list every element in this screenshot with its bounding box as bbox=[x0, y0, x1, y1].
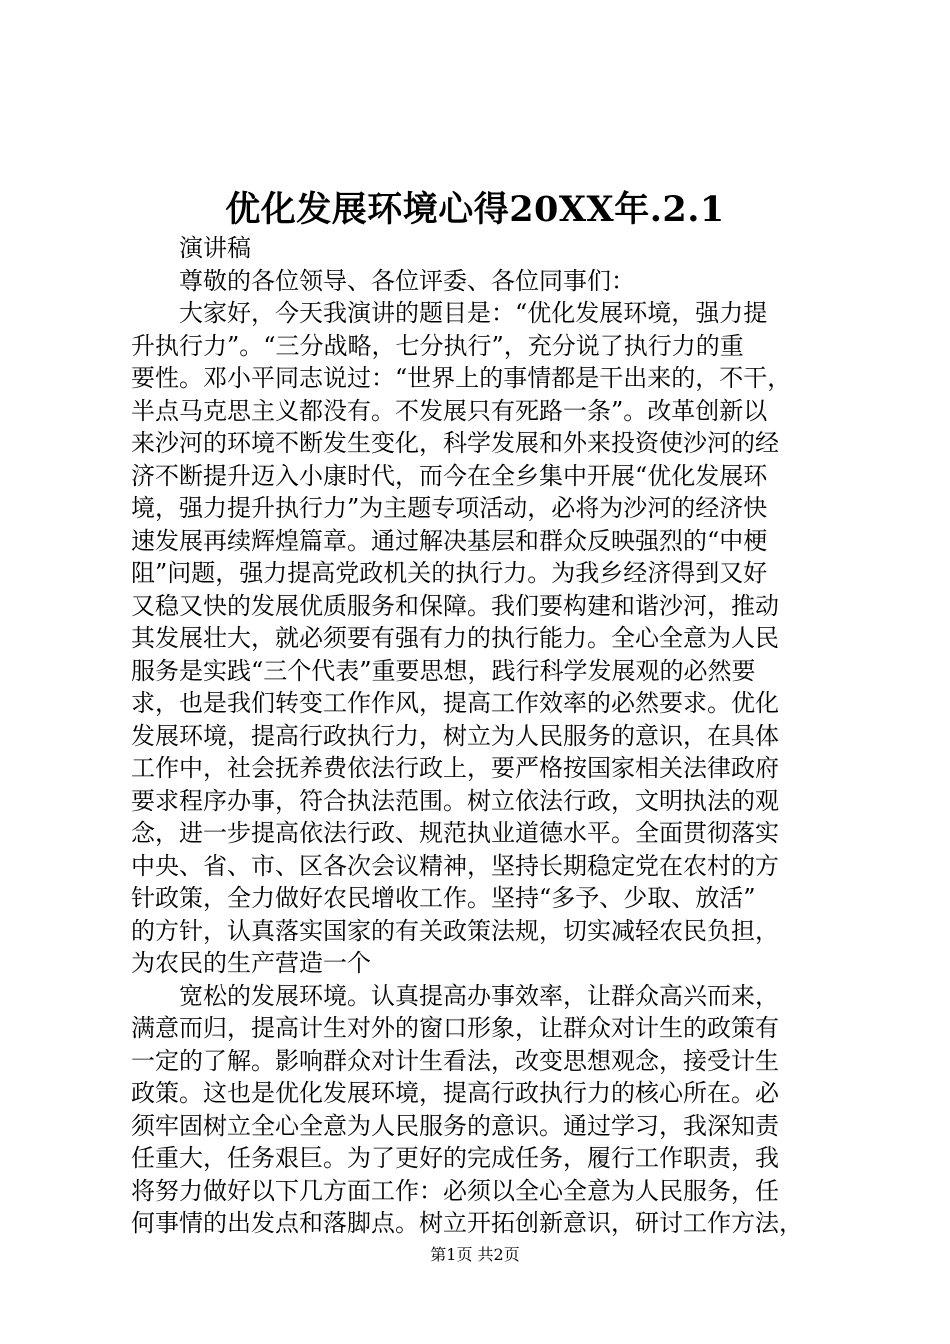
page-footer: 第1页 共2页 bbox=[430, 1245, 520, 1264]
text-line: 尊敬的各位领导、各位评委、各位同事们： bbox=[179, 266, 635, 295]
document-body bbox=[131, 232, 831, 1240]
text-line: 将努力做好以下几方面工作：必须以全心全意为人民服务，任 bbox=[131, 1176, 779, 1205]
text-line: 满意而归，提高计生对外的窗口形象，让群众对计生的政策有 bbox=[131, 1014, 779, 1042]
text-line: 念，进一步提高依法行政、规范执业道德水平。全面贯彻落实 bbox=[131, 819, 779, 847]
text-line: 来沙河的环境不断发生变化，科学发展和外来投资使沙河的经 bbox=[131, 429, 779, 457]
text-line: 服务是实践“三个代表”重要思想，践行科学发展观的必然要 bbox=[131, 656, 756, 685]
text-line: 要求程序办事，符合执法范围。树立依法行政，文明执法的观 bbox=[131, 786, 779, 815]
text-line: 中央、省、市、区各次会议精神，坚持长期稳定党在农村的方 bbox=[131, 851, 779, 880]
text-line: 速发展再续辉煌篇章。通过解决基层和群众反映强烈的“中梗 bbox=[131, 526, 768, 555]
text-line: 的方针，认真落实国家的有关政策法规，切实减轻农民负担， bbox=[131, 916, 779, 945]
text-line: 半点马克思主义都没有。不发展只有死路一条”。改革创新以 bbox=[131, 396, 768, 425]
text-line: 求，也是我们转变工作作风，提高工作效率的必然要求。优化 bbox=[131, 689, 779, 717]
text-line: 大家好，今天我演讲的题目是：“优化发展环境，强力提 bbox=[179, 299, 768, 327]
text-line: 阻”问题，强力提高党政机关的执行力。为我乡经济得到又好 bbox=[131, 559, 768, 587]
text-line: 济不断提升迈入小康时代，而今在全乡集中开展“优化发展环 bbox=[131, 461, 768, 490]
text-line: 其发展壮大，就必须要有强有力的执行能力。全心全意为人民 bbox=[131, 624, 779, 652]
text-line: 要性。邓小平同志说过：“世界上的事情都是干出来的，不干， bbox=[131, 364, 792, 392]
text-line: 又稳又快的发展优质服务和保障。我们要构建和谐沙河，推动 bbox=[131, 591, 779, 620]
text-line: 任重大，任务艰巨。为了更好的完成任务，履行工作职责，我 bbox=[131, 1144, 779, 1172]
text-line: 升执行力”。“三分战略，七分执行”，充分说了执行力的重 bbox=[131, 331, 744, 360]
text-line: 针政策，全力做好农民增收工作。坚持“多予、少取、放活” bbox=[131, 884, 756, 912]
text-line: 境，强力提升执行力”为主题专项活动，必将为沙河的经济快 bbox=[131, 494, 768, 522]
text-line: 演讲稿 bbox=[179, 234, 251, 262]
text-line: 一定的了解。影响群众对计生看法，改变思想观念，接受计生 bbox=[131, 1046, 779, 1075]
text-line: 须牢固树立全心全意为人民服务的意识。通过学习，我深知责 bbox=[131, 1111, 779, 1140]
text-line: 为农民的生产营造一个 bbox=[131, 949, 371, 977]
document-title: 优化发展环境心得20XX年.2.1 bbox=[225, 189, 725, 230]
text-line: 工作中，社会抚养费依法行政上，要严格按国家相关法律政府 bbox=[131, 754, 779, 782]
text-line: 发展环境，提高行政执行力，树立为人民服务的意识，在具体 bbox=[131, 721, 779, 750]
text-line: 政策。这也是优化发展环境，提高行政执行力的核心所在。必 bbox=[131, 1079, 779, 1107]
text-line: 宽松的发展环境。认真提高办事效率，让群众高兴而来， bbox=[179, 981, 779, 1010]
text-line: 何事情的出发点和落脚点。树立开拓创新意识，研讨工作方法， bbox=[131, 1209, 803, 1237]
